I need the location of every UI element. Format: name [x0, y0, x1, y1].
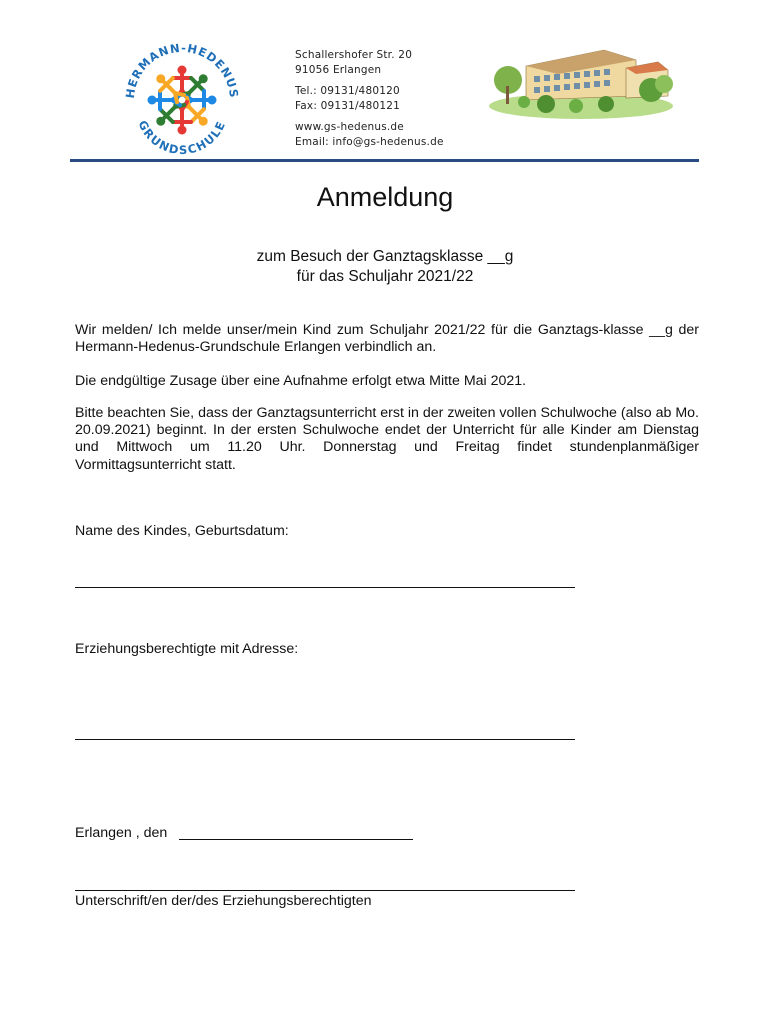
guardian-line[interactable]: [75, 739, 575, 740]
header-divider: [70, 159, 699, 162]
signature-line[interactable]: [75, 890, 575, 891]
logo-arc-bottom: GRUNDSCHULE: [135, 118, 229, 158]
schedule-paragraph: Bitte beachten Sie, dass der Ganztagsunterricht erst in der zweiten vollen Schulwoche (also ab Mo. 20.09.2021) beginnt. In der ersten Schulwoche endet der Unterricht für alle Kinder am Dienstag und Mittwoch um 11.20 Uhr. Donnerstag und Freitag findet stundenplanmäßiger Vormittagsunterricht statt.: [75, 405, 699, 473]
date-line[interactable]: [179, 839, 413, 840]
contact-block: [295, 48, 444, 150]
email: Email: info@gs-hedenus.de: [295, 136, 444, 148]
place-date-label: Erlangen , den: [75, 825, 168, 841]
document-title: Anmeldung: [316, 182, 454, 212]
confirmation-paragraph: Die endgültige Zusage über eine Aufnahme erfolgt etwa Mitte Mai 2021.: [75, 373, 527, 389]
registration-paragraph: Wir melden/ Ich melde unser/mein Kind zum Schuljahr 2021/22 für die Ganztags-klasse __g der Hermann-Hedenus-Grundschule Erlangen verbindlich an.: [75, 322, 699, 356]
school-building-image: [486, 38, 676, 120]
logo-figures: [148, 66, 217, 135]
fax: Fax: 09131/480121: [295, 100, 401, 112]
child-name-line[interactable]: [75, 587, 575, 588]
school-logo: [120, 38, 244, 162]
logo-arc-top: HERMANN-HEDENUS: [122, 40, 242, 100]
subtitle-class: zum Besuch der Ganztagsklasse __g: [256, 248, 514, 265]
website: www.gs-hedenus.de: [295, 121, 404, 133]
guardian-label: Erziehungsberechtigte mit Adresse:: [75, 641, 299, 657]
document-subtitle: [0, 247, 770, 287]
signature-label: Unterschrift/en der/des Erziehungsberechtigten: [75, 893, 372, 909]
child-name-label: Name des Kindes, Geburtsdatum:: [75, 523, 289, 539]
telephone: Tel.: 09131/480120: [295, 85, 400, 97]
city: 91056 Erlangen: [295, 64, 382, 76]
street-address: Schallershofer Str. 20: [295, 49, 413, 61]
subtitle-school-year: für das Schuljahr 2021/22: [296, 268, 474, 285]
